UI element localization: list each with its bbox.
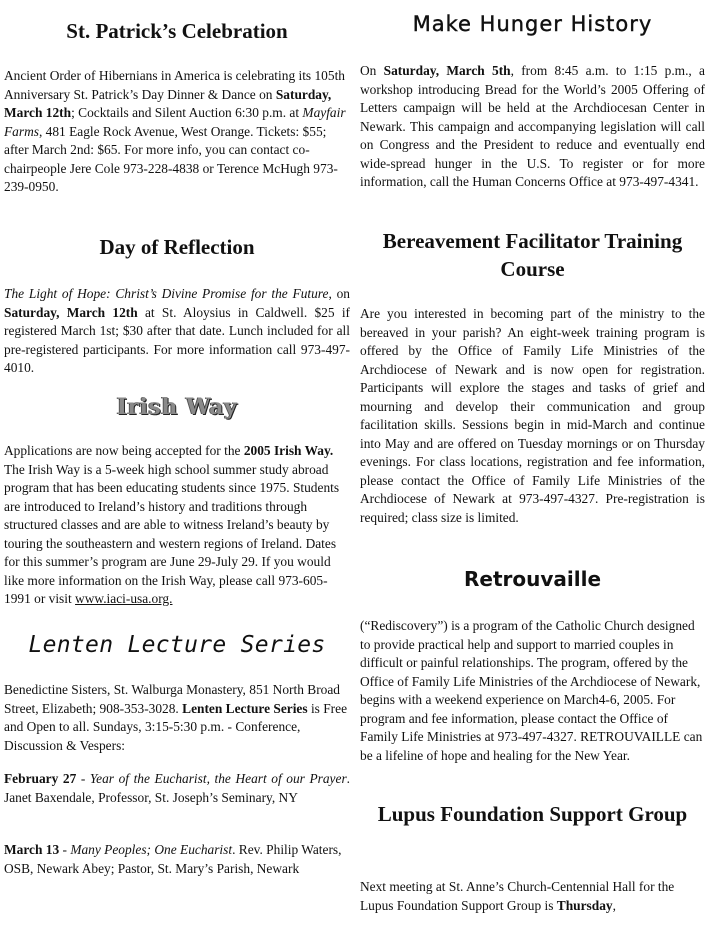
lupus-body: Next meeting at St. Anne’s Church-Centennial Hall for the Lupus Foundation Support Group is Thursday, (360, 879, 675, 913)
day-of-reflection-body: The Light of Hope: Christ’s Divine Promise for the Future, on Saturday, March 12th at St. Aloysius in Caldwell. $25 if registered March 1st; $30 after that date. Lunch included for all pre-registered participants. For more information call 973-497-4010. (4, 286, 350, 375)
retrouvaille-body: (“Rediscovery”) is a program of the Catholic Church designed to provide practical help and support to married couples in difficult or painful relationships. The program, offered by the Office of Family Life Ministries of the Archdiocese of Newark, begins with a weekend experience on March4-6, 2005. For program and fee information, please contact the Office of Family Life Ministries at 973-497-4327. RETROUVAILLE can be a lifeline of hope and healing for the New Year. (360, 618, 703, 763)
lenten-lecture-event-2: March 13 - Many Peoples; One Eucharist. Rev. Philip Waters, OSB, Newark Abey; Pastor, St. Mary’s Parish, Newark (4, 842, 342, 876)
irish-way-body: Applications are now being accepted for the 2005 Irish Way. The Irish Way is a 5-week high school summer study abroad program that has been educating students since 1975. Students are introduced to Ireland’s history and traditions through structured classes and are able to witness Ireland’s beauty by touring the southeastern and western regions of Ireland. Dates for this summer’s program are June 29-July 29. If you would like more information on the Irish Way, please call 973-605-1991 or visit www.iaci-usa.org. (4, 443, 340, 606)
iaci-website-link[interactable]: www.iaci-usa.org. (75, 591, 173, 606)
lenten-lecture-title: Lenten Lecture Series (28, 632, 326, 658)
bereavement-body: Are you interested in becoming part of the ministry to the bereaved in your parish? An eight-week training program is offered by the Office of Family Life Ministries of the Archdiocese of Newark and is now open for registration. Participants will explore the stages and tasks of grief and mourning and develop their communication and group facilitation skills. Sessions begin in mid-March and continue into May and are offered on Tuesday mornings or on Thursday evenings. For class locations, registration and fee information, please contact the Office of Family Life Ministries of the Archdiocese of Newark at 973-497-4327. Pre-registration is required; class size is limited. (360, 306, 705, 525)
make-hunger-history-title: Make Hunger History (412, 12, 653, 36)
day-of-reflection-title: Day of Reflection (99, 235, 255, 259)
irish-way-title: Irish Way (116, 394, 238, 420)
lenten-lecture-intro: Benedictine Sisters, St. Walburga Monastery, 851 North Broad Street, Elizabeth; 908-353-3028. Lenten Lecture Series is Free and Open to all. Sundays, 3:15-5:30 p.m. - Conference, Discussion & Vespers: (4, 682, 348, 753)
bereavement-title: Bereavement Facilitator Training Course (382, 229, 683, 281)
st-patricks-body: Ancient Order of Hibernians in America is celebrating its 105th Anniversary St. Patrick’s Day Dinner & Dance on Saturday, March 12th; Cocktails and Silent Auction 6:30 p.m. at Mayfair Farms, 481 Eagle Rock Avenue, West Orange. Tickets: $55; after March 2nd: $65. For more info, you can contact co-chairpeople Jere Cole 973-228-4838 or Terence McHugh 973-239-0950. (4, 68, 346, 194)
make-hunger-history-body: On Saturday, March 5th, from 8:45 a.m. to 1:15 p.m., a workshop introducing Bread for the World’s 2005 Offering of Letters campaign will be held at the Archdiocesan Center in Newark. This campaign and accompanying legislation will call on Congress and the President to reduce and eventually end wide-spread hunger in the U.S. To register or for more information, call the Human Concerns Office at 973-497-4341. (360, 63, 705, 189)
retrouvaille-title: Retrouvaille (463, 567, 602, 591)
lenten-lecture-event-1: February 27 - Year of the Eucharist, the Heart of our Prayer. Janet Baxendale, Professor, St. Joseph’s Seminary, NY (4, 771, 351, 805)
lupus-title: Lupus Foundation Support Group (377, 802, 688, 826)
st-patricks-title: St. Patrick’s Celebration (66, 19, 288, 43)
